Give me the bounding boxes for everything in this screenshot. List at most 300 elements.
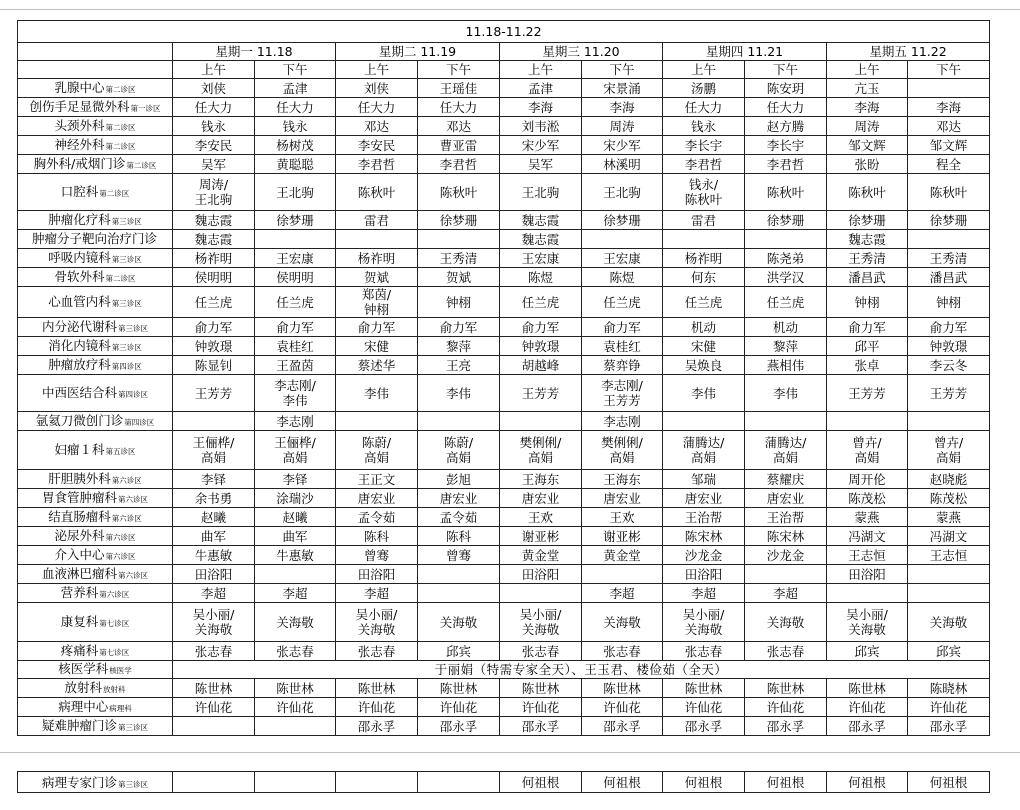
department-cell <box>18 642 173 661</box>
doctor-cell: 唐宏业 <box>663 489 745 508</box>
doctor-cell: 王正文 <box>336 470 418 489</box>
doctor-cell <box>908 230 990 249</box>
doctor-cell: 张志春 <box>255 642 336 661</box>
clinic-area: 第二诊区 <box>99 188 130 198</box>
doctor-cell: 王海东 <box>582 470 663 489</box>
clinic-area: 第七诊区 <box>99 618 130 628</box>
department-name: 创伤手足显微外科 <box>29 98 130 114</box>
schedule-row <box>18 155 990 174</box>
doctor-cell: 杨树茂 <box>255 136 336 155</box>
doctor-cell: 任兰虎 <box>663 287 745 318</box>
schedule-row <box>18 470 990 489</box>
doctor-cell: 邱平 <box>827 337 908 356</box>
clinic-area: 第一诊区 <box>130 103 161 113</box>
doctor-cell <box>745 230 827 249</box>
doctor-cell: 王秀清 <box>908 249 990 268</box>
doctor-cell: 关海敬 <box>255 603 336 642</box>
doctor-cell <box>418 584 500 603</box>
doctor-cell: 关海敬 <box>745 603 827 642</box>
schedule-row <box>18 584 990 603</box>
pm-header: 下午 <box>582 61 663 79</box>
doctor-cell: 刘侠 <box>173 79 255 98</box>
doctor-cell: 谢亚彬 <box>500 527 582 546</box>
clinic-area: 第二诊区 <box>126 160 157 170</box>
doctor-cell: 张志春 <box>582 642 663 661</box>
schedule-row <box>18 508 990 527</box>
doctor-cell: 邱宾 <box>418 642 500 661</box>
doctor-cell: 任大力 <box>663 98 745 117</box>
department-cell <box>18 356 173 375</box>
clinic-area: 第七诊区 <box>99 647 130 657</box>
doctor-cell: 袁桂红 <box>255 337 336 356</box>
doctor-cell: 吴小丽/ 关海敬 <box>827 603 908 642</box>
department-cell <box>18 546 173 565</box>
doctor-cell: 陈世林 <box>418 679 500 698</box>
doctor-cell: 陈尧弟 <box>745 249 827 268</box>
doctor-cell: 李云冬 <box>908 356 990 375</box>
am-header: 上午 <box>663 61 745 79</box>
doctor-cell: 俞力军 <box>500 318 582 337</box>
doctor-cell: 王欢 <box>582 508 663 527</box>
doctor-cell <box>336 772 418 793</box>
clinic-area: 第二诊区 <box>105 122 136 132</box>
doctor-cell: 李超 <box>173 584 255 603</box>
doctor-cell: 王治帮 <box>745 508 827 527</box>
doctor-cell: 李志刚/ 王芳芳 <box>582 375 663 412</box>
doctor-cell: 魏志霞 <box>173 211 255 230</box>
doctor-cell <box>418 772 500 793</box>
pm-header: 下午 <box>745 61 827 79</box>
department-cell <box>18 211 173 230</box>
department-cell <box>18 174 173 211</box>
doctor-cell: 许仙花 <box>336 698 418 717</box>
schedule-row <box>18 356 990 375</box>
doctor-cell: 王北驹 <box>255 174 336 211</box>
doctor-cell: 蒲腾达/ 高娟 <box>663 431 745 470</box>
doctor-cell <box>745 412 827 431</box>
doctor-cell: 田浴阳 <box>500 565 582 584</box>
doctor-cell: 关海敬 <box>908 603 990 642</box>
clinic-area: 第三诊区 <box>111 298 142 308</box>
doctor-cell: 孟津 <box>500 79 582 98</box>
department-cell <box>18 470 173 489</box>
doctor-cell: 张志春 <box>336 642 418 661</box>
department-cell <box>18 230 173 249</box>
doctor-cell: 李海 <box>500 98 582 117</box>
department-name: 乳腺中心 <box>54 79 105 95</box>
doctor-cell <box>255 230 336 249</box>
doctor-cell: 陈晓林 <box>908 679 990 698</box>
doctor-cell: 任大力 <box>336 98 418 117</box>
am-header: 上午 <box>336 61 418 79</box>
department-name: 介入中心 <box>54 546 105 562</box>
clinic-area: 第四诊区 <box>111 361 142 371</box>
schedule-row <box>18 698 990 717</box>
clinic-area: 第三诊区 <box>111 342 142 352</box>
doctor-cell: 郑茵/ 钟栩 <box>336 287 418 318</box>
doctor-cell: 蔡弈铮 <box>582 356 663 375</box>
doctor-cell: 王芳芳 <box>500 375 582 412</box>
doctor-cell: 李志刚 <box>255 412 336 431</box>
doctor-cell: 李超 <box>336 584 418 603</box>
department-name: 泌尿外科 <box>54 527 105 543</box>
doctor-cell: 许仙花 <box>908 698 990 717</box>
doctor-cell: 邹瑞 <box>663 470 745 489</box>
department-name: 呼吸内镜科 <box>48 249 111 265</box>
doctor-cell <box>908 565 990 584</box>
doctor-cell: 李君哲 <box>745 155 827 174</box>
day-header: 星期五 11.22 <box>827 43 990 61</box>
doctor-cell: 机动 <box>745 318 827 337</box>
doctor-cell: 宋少军 <box>582 136 663 155</box>
doctor-cell: 王北驹 <box>582 174 663 211</box>
doctor-cell: 关海敬 <box>418 603 500 642</box>
doctor-cell: 何祖根 <box>745 772 827 793</box>
doctor-cell: 俞力军 <box>908 318 990 337</box>
clinic-area: 第六诊区 <box>105 532 136 542</box>
doctor-cell: 赵方腾 <box>745 117 827 136</box>
doctor-cell: 燕相伟 <box>745 356 827 375</box>
doctor-cell: 吴小丽/ 关海敬 <box>336 603 418 642</box>
schedule-row <box>18 117 990 136</box>
doctor-cell <box>255 772 336 793</box>
doctor-cell: 俞力军 <box>827 318 908 337</box>
doctor-cell: 俞力军 <box>173 318 255 337</box>
doctor-cell: 黎萍 <box>745 337 827 356</box>
doctor-cell: 王志恒 <box>827 546 908 565</box>
doctor-cell <box>336 230 418 249</box>
doctor-cell: 何祖根 <box>582 772 663 793</box>
schedule-row <box>18 679 990 698</box>
doctor-cell: 李铎 <box>255 470 336 489</box>
doctor-cell: 任大力 <box>418 98 500 117</box>
department-name: 核医学科 <box>58 661 109 676</box>
schedule-row <box>18 546 990 565</box>
department-name: 结直肠瘤科 <box>48 508 111 524</box>
doctor-cell: 邵永孚 <box>418 717 500 736</box>
doctor-cell: 黎萍 <box>418 337 500 356</box>
department-cell <box>18 565 173 584</box>
doctor-cell <box>500 412 582 431</box>
department-cell <box>18 698 173 717</box>
doctor-cell <box>908 584 990 603</box>
doctor-cell: 任大力 <box>255 98 336 117</box>
doctor-cell <box>582 565 663 584</box>
day-header: 星期二 11.19 <box>336 43 500 61</box>
doctor-cell: 徐梦珊 <box>827 211 908 230</box>
doctor-cell: 李铎 <box>173 470 255 489</box>
doctor-cell: 唐宏业 <box>745 489 827 508</box>
doctor-cell: 俞力军 <box>255 318 336 337</box>
clinic-area: 第六诊区 <box>118 494 148 504</box>
doctor-cell: 汤鹏 <box>663 79 745 98</box>
doctor-cell: 俞力军 <box>582 318 663 337</box>
doctor-cell: 邵永孚 <box>500 717 582 736</box>
doctor-cell: 程全 <box>908 155 990 174</box>
doctor-cell: 亢玉 <box>827 79 908 98</box>
department-cell <box>18 155 173 174</box>
doctor-cell: 张志春 <box>500 642 582 661</box>
clinic-area: 第三诊区 <box>111 216 142 226</box>
schedule-row <box>18 375 990 412</box>
department-name: 放射科 <box>64 679 102 695</box>
department-name: 消化内镜科 <box>48 337 111 353</box>
doctor-cell: 任兰虎 <box>173 287 255 318</box>
department-cell <box>18 661 173 679</box>
doctor-cell: 李超 <box>255 584 336 603</box>
pm-header: 下午 <box>418 61 500 79</box>
clinic-area: 第三诊区 <box>111 254 142 264</box>
department-name: 营养科 <box>60 584 99 600</box>
department-name: 神经外科 <box>54 136 105 152</box>
doctor-cell <box>173 412 255 431</box>
doctor-cell: 任兰虎 <box>500 287 582 318</box>
department-cell <box>18 375 173 412</box>
department-cell <box>18 117 173 136</box>
doctor-cell: 吴军 <box>500 155 582 174</box>
doctor-cell: 魏志霞 <box>827 230 908 249</box>
doctor-cell: 邱宾 <box>827 642 908 661</box>
doctor-cell: 黄金堂 <box>500 546 582 565</box>
schedule-row <box>18 211 990 230</box>
doctor-cell: 孟津 <box>255 79 336 98</box>
doctor-cell: 钟栩 <box>827 287 908 318</box>
doctor-cell: 王亮 <box>418 356 500 375</box>
pathology-expert-row <box>18 772 990 793</box>
doctor-cell <box>173 717 255 736</box>
doctor-cell: 侯明明 <box>173 268 255 287</box>
doctor-cell: 钟栩 <box>418 287 500 318</box>
doctor-cell: 余书勇 <box>173 489 255 508</box>
doctor-cell: 宋景涌 <box>582 79 663 98</box>
department-name: 口腔科 <box>60 183 99 199</box>
clinic-area: 第六诊区 <box>111 513 142 523</box>
department-cell <box>18 268 173 287</box>
doctor-cell: 任兰虎 <box>582 287 663 318</box>
doctor-cell: 徐梦珊 <box>255 211 336 230</box>
doctor-cell: 田浴阳 <box>173 565 255 584</box>
doctor-cell: 孟令茹 <box>336 508 418 527</box>
doctor-cell: 邓达 <box>418 117 500 136</box>
doctor-cell <box>663 412 745 431</box>
doctor-cell: 钟敦璟 <box>173 337 255 356</box>
doctor-cell: 魏志霞 <box>500 230 582 249</box>
doctor-cell: 许仙花 <box>827 698 908 717</box>
doctor-cell <box>418 230 500 249</box>
doctor-cell: 赵晓彪 <box>908 470 990 489</box>
schedule-row <box>18 431 990 470</box>
clinic-area: 核医学 <box>109 666 132 675</box>
clinic-area: 第三诊区 <box>118 323 148 333</box>
doctor-cell: 李长宇 <box>745 136 827 155</box>
clinic-area: 第六诊区 <box>105 551 136 561</box>
doctor-cell: 王秀清 <box>418 249 500 268</box>
department-name: 疼痛科 <box>60 642 99 658</box>
schedule-table <box>17 20 990 736</box>
department-name: 头颈外科 <box>54 117 105 133</box>
department-cell <box>18 772 173 793</box>
doctor-cell: 李志刚/ 李伟 <box>255 375 336 412</box>
doctor-cell: 蒙燕 <box>827 508 908 527</box>
clinic-area: 第六诊区 <box>111 475 142 485</box>
doctor-cell: 王宏康 <box>255 249 336 268</box>
department-cell <box>18 489 173 508</box>
department-name: 内分泌代谢科 <box>41 318 117 334</box>
doctor-cell <box>173 772 255 793</box>
schedule-row <box>18 287 990 318</box>
doctor-cell: 曾骞 <box>336 546 418 565</box>
doctor-cell: 徐梦珊 <box>582 211 663 230</box>
doctor-cell: 沙龙金 <box>663 546 745 565</box>
doctor-cell <box>827 584 908 603</box>
doctor-cell: 陈宋林 <box>663 527 745 546</box>
page-break-line <box>0 752 1020 753</box>
doctor-cell: 邹文辉 <box>827 136 908 155</box>
doctor-cell: 邓达 <box>336 117 418 136</box>
doctor-cell: 许仙花 <box>500 698 582 717</box>
doctor-cell <box>582 230 663 249</box>
doctor-cell: 何祖根 <box>908 772 990 793</box>
doctor-cell: 王北驹 <box>500 174 582 211</box>
nuclear-medicine-row <box>18 661 990 679</box>
department-cell <box>18 603 173 642</box>
department-name: 疑难肿瘤门诊 <box>41 717 117 733</box>
doctor-cell: 魏志霞 <box>173 230 255 249</box>
doctor-cell: 张盼 <box>827 155 908 174</box>
doctor-cell: 王宏康 <box>582 249 663 268</box>
doctor-cell: 陈秋叶 <box>418 174 500 211</box>
doctor-cell: 魏志霞 <box>500 211 582 230</box>
doctor-cell: 李伟 <box>418 375 500 412</box>
doctor-cell: 王宏康 <box>500 249 582 268</box>
doctor-cell: 钱永 <box>173 117 255 136</box>
doctor-cell: 张志春 <box>745 642 827 661</box>
doctor-cell: 关海敬 <box>582 603 663 642</box>
doctor-cell: 周涛 <box>582 117 663 136</box>
doctor-cell: 吴小丽/ 关海敬 <box>663 603 745 642</box>
doctor-cell: 邵永孚 <box>908 717 990 736</box>
doctor-cell: 陈秋叶 <box>908 174 990 211</box>
doctor-cell: 张志春 <box>173 642 255 661</box>
doctor-cell: 许仙花 <box>418 698 500 717</box>
corner-cell <box>18 43 173 61</box>
doctor-cell: 杨祚明 <box>663 249 745 268</box>
doctor-cell: 黄金堂 <box>582 546 663 565</box>
clinic-area: 第三诊区 <box>118 780 148 789</box>
corner-cell <box>18 61 173 79</box>
doctor-cell: 田浴阳 <box>663 565 745 584</box>
doctor-cell: 吴军 <box>173 155 255 174</box>
doctor-cell: 陈煜 <box>582 268 663 287</box>
doctor-cell: 吴小丽/ 关海敬 <box>173 603 255 642</box>
day-header: 星期一 11.18 <box>173 43 336 61</box>
schedule-row <box>18 717 990 736</box>
doctor-cell: 李君哲 <box>663 155 745 174</box>
doctor-cell: 邱宾 <box>908 642 990 661</box>
schedule-row <box>18 268 990 287</box>
department-cell <box>18 318 173 337</box>
doctor-cell: 杨祚明 <box>173 249 255 268</box>
doctor-cell: 俞力军 <box>336 318 418 337</box>
doctor-cell <box>908 79 990 98</box>
schedule-row <box>18 230 990 249</box>
doctor-cell: 李超 <box>582 584 663 603</box>
department-cell <box>18 679 173 698</box>
doctor-cell: 李安民 <box>173 136 255 155</box>
doctor-cell: 曾卉/ 高娟 <box>827 431 908 470</box>
doctor-cell: 曲军 <box>255 527 336 546</box>
doctor-cell <box>908 412 990 431</box>
doctor-cell: 王俪桦/ 高娟 <box>173 431 255 470</box>
department-name: 肿瘤放疗科 <box>48 356 111 372</box>
doctor-cell: 陈秋叶 <box>336 174 418 211</box>
department-name: 氩氦刀微创门诊 <box>35 412 124 428</box>
doctor-cell: 王芳芳 <box>173 375 255 412</box>
clinic-area: 第二诊区 <box>105 84 136 94</box>
department-name: 骨软外科 <box>54 268 105 284</box>
doctor-cell: 邵永孚 <box>827 717 908 736</box>
department-name: 病理专家门诊 <box>41 775 117 790</box>
doctor-cell: 何东 <box>663 268 745 287</box>
doctor-cell: 钱永 <box>255 117 336 136</box>
department-name: 胸外科/戒烟门诊 <box>33 155 126 171</box>
doctor-cell: 陈世林 <box>745 679 827 698</box>
doctor-cell: 王瑶佳 <box>418 79 500 98</box>
doctor-cell: 王志恒 <box>908 546 990 565</box>
doctor-cell: 陈煜 <box>500 268 582 287</box>
department-cell <box>18 337 173 356</box>
doctor-cell: 王治帮 <box>663 508 745 527</box>
doctor-cell: 胡越峰 <box>500 356 582 375</box>
department-name: 病理中心 <box>58 698 109 714</box>
doctor-cell: 李伟 <box>336 375 418 412</box>
doctor-cell: 蔡耀庆 <box>745 470 827 489</box>
department-cell <box>18 287 173 318</box>
doctor-cell: 陈世林 <box>663 679 745 698</box>
doctor-cell: 牛惠敏 <box>173 546 255 565</box>
doctor-cell: 李伟 <box>745 375 827 412</box>
doctor-cell: 陈安玥 <box>745 79 827 98</box>
doctor-cell <box>418 412 500 431</box>
doctor-cell: 李超 <box>745 584 827 603</box>
doctor-cell: 钟敦璟 <box>908 337 990 356</box>
page-edge-top <box>0 9 1020 10</box>
doctor-cell <box>255 565 336 584</box>
department-cell <box>18 508 173 527</box>
doctor-cell: 周开伦 <box>827 470 908 489</box>
schedule-row <box>18 98 990 117</box>
day-header: 星期三 11.20 <box>500 43 663 61</box>
doctor-cell: 雷君 <box>663 211 745 230</box>
doctor-cell: 徐梦珊 <box>418 211 500 230</box>
doctor-cell: 王盈茵 <box>255 356 336 375</box>
doctor-cell: 李海 <box>582 98 663 117</box>
doctor-cell: 蒲腾达/ 高娟 <box>745 431 827 470</box>
doctor-cell: 刘侠 <box>336 79 418 98</box>
department-name: 肝胆胰外科 <box>48 470 111 486</box>
doctor-cell: 邵永孚 <box>663 717 745 736</box>
doctor-cell: 许仙花 <box>582 698 663 717</box>
doctor-cell: 潘昌武 <box>908 268 990 287</box>
schedule-row <box>18 79 990 98</box>
doctor-cell: 王秀清 <box>827 249 908 268</box>
doctor-cell: 袁桂红 <box>582 337 663 356</box>
doctor-cell: 陈茂松 <box>827 489 908 508</box>
doctor-cell: 唐宏业 <box>336 489 418 508</box>
doctor-cell <box>255 717 336 736</box>
schedule-title: 11.18-11.22 <box>18 21 990 43</box>
doctor-cell: 牛惠敏 <box>255 546 336 565</box>
